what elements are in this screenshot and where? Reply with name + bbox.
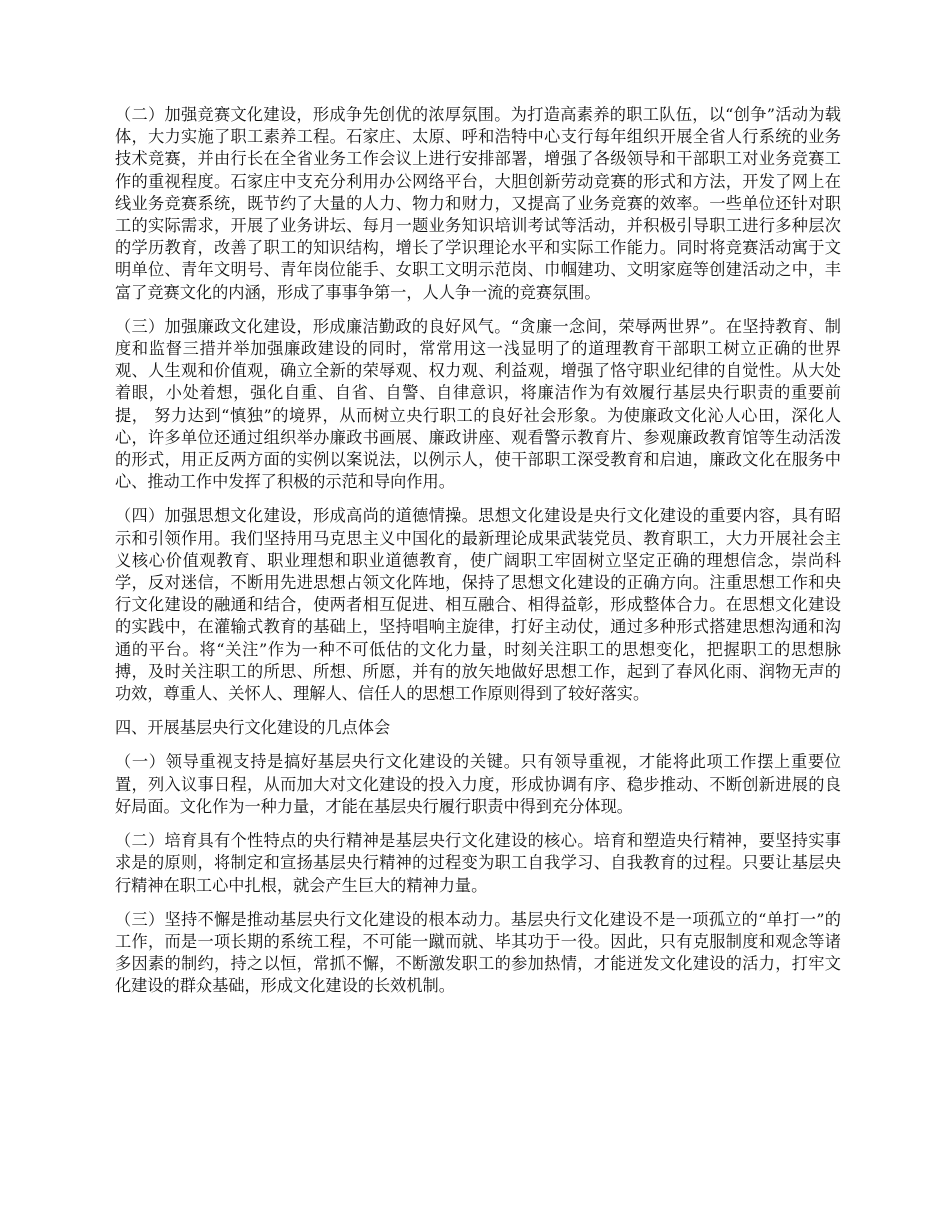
paragraph-perseverance: （三）坚持不懈是推动基层央行文化建设的根本动力。基层央行文化建设不是一项孤立的“单打一”的工作，而是一项长期的系统工程，不可能一蹴而就、毕其功于一役。因此，只有克服制度和观念等诸多因素的制约，持之以恒，常抓不懈，不断激发职工的参加热情，才能迸发文化建设的活力，打牢文化建设的群众基础，形成文化建设的长效机制。 xyxy=(115,909,841,996)
paragraph-ideological-culture: （四）加强思想文化建设，形成高尚的道德情操。思想文化建设是央行文化建设的重要内容，具有昭示和引领作用。我们坚持用马克思主义中国化的最新理论成果武装党员、教育职工，大力开展社会主义核心价值观教育、职业理想和职业道德教育，使广阔职工牢固树立坚定正确的理想信念，崇尚科学，反对迷信，不断用先进思想占领文化阵地，保持了思想文化建设的正确方向。注重思想工作和央行文化建设的融通和结合，使两者相互促进、相互融合、相得益彰，形成整体合力。在思想文化建设的实践中，在灌输式教育的基础上，坚持唱响主旋律，打好主动仗，通过多种形式搭建思想沟通和沟通的平台。将“关注”作为一种不可低估的文化力量，时刻关注职工的思想变化，把握职工的思想脉搏，及时关注职工的所思、所想、所愿，并有的放矢地做好思想工作，起到了春风化雨、润物无声的功效，尊重人、关怀人、理解人、信任人的思想工作原则得到了较好落实。 xyxy=(115,506,841,704)
document-page xyxy=(115,104,841,1010)
paragraph-leadership-support: （一）领导重视支持是搞好基层央行文化建设的关键。只有领导重视，才能将此项工作摆上重要位置，列入议事日程，从而加大对文化建设的投入力度，形成协调有序、稳步推动、不断创新进展的良好局面。文化作为一种力量，才能在基层央行履行职责中得到充分体现。 xyxy=(115,752,841,816)
paragraph-competition-culture: （二）加强竞赛文化建设，形成争先创优的浓厚氛围。为打造高素养的职工队伍，以“创争”活动为载体，大力实施了职工素养工程。石家庄、太原、呼和浩特中心支行每年组织开展全省人行系统的业务技术竞赛，并由行长在全省业务工作会议上进行安排部署，增强了各级领导和干部职工对业务竞赛工作的重视程度。石家庄中支充分利用办公网络平台，大胆创新劳动竞赛的形式和方法，开发了网上在线业务竞赛系统，既节约了大量的人力、物力和财力，又提高了业务竞赛的效率。一些单位还针对职工的实际需求，开展了业务讲坛、每月一题业务知识培训考试等活动，并积极引导职工进行多种层次的学历教育，改善了职工的知识结构，增长了学识理论水平和实际工作能力。同时将竞赛活动寓于文明单位、青年文明号、青年岗位能手、女职工文明示范岗、巾帼建功、文明家庭等创建活动之中，丰富了竞赛文化的内涵，形成了事事争第一，人人争一流的竞赛氛围。 xyxy=(115,105,841,302)
section-heading-experiences: 四、开展基层央行文化建设的几点体会 xyxy=(115,718,391,738)
paragraph-integrity-culture: （三）加强廉政文化建设，形成廉洁勤政的良好风气。“贪廉一念间，荣辱两世界”。在坚持教育、制度和监督三措并举加强廉政建设的同时，常常用这一浅显明了的道理教育干部职工树立正确的世界观、人生观和价值观，确立全新的荣辱观、权力观、利益观，增强了恪守职业纪律的自觉性。从大处着眼，小处着想，强化自重、自省、自警、自律意识，将廉洁作为有效履行基层央行职责的重要前提， 努力达到“慎独”的境界，从而树立央行职工的良好社会形象。为使廉政文化沁人心田，深化人心，许多单位还通过组织举办廉政书画展、廉政讲座、观看警示教育片、参观廉政教育馆等生动活泼的形式，用正反两方面的实例以案说法，以例示人，使干部职工深受教育和启迪，廉政文化在服务中心、推动工作中发挥了积极的示范和导向作用。 xyxy=(115,316,841,492)
paragraph-central-bank-spirit: （二）培育具有个性特点的央行精神是基层央行文化建设的核心。培育和塑造央行精神，要坚持实事求是的原则，将制定和宣扬基层央行精神的过程变为职工自我学习、自我教育的过程。只要让基层央行精神在职工心中扎根，就会产生巨大的精神力量。 xyxy=(115,831,841,895)
